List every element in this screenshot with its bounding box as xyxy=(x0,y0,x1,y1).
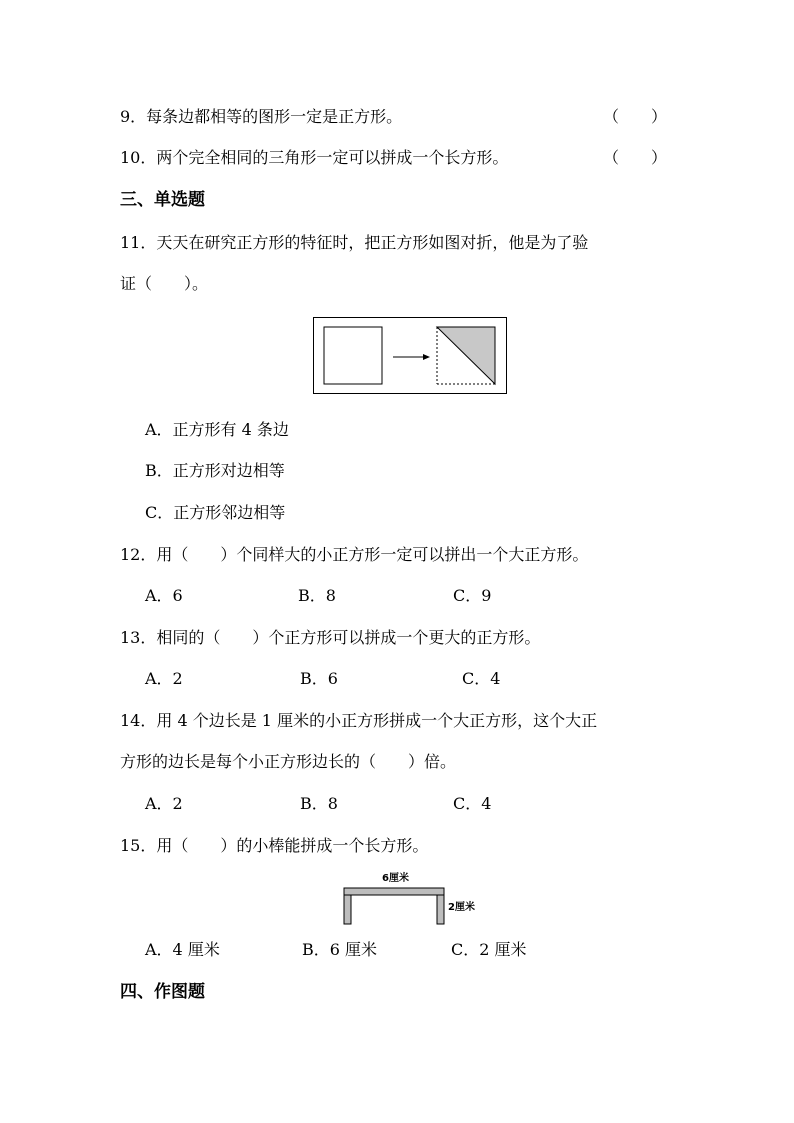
question-14-option-c[interactable]: C．4 xyxy=(453,794,492,813)
question-14-option-b[interactable]: B．8 xyxy=(300,794,338,813)
question-9-text: 9．每条边都相等的图形一定是正方形。 xyxy=(120,107,403,126)
question-11-option-b[interactable]: B．正方形对边相等 xyxy=(145,461,285,480)
question-13-option-c[interactable]: C．4 xyxy=(462,669,501,688)
left-short-stick xyxy=(344,895,351,924)
section-3-heading: 三、单选题 xyxy=(120,190,205,210)
question-12-option-b[interactable]: B．8 xyxy=(298,586,336,605)
question-12-option-c[interactable]: C．9 xyxy=(453,586,492,605)
arrow-head-icon xyxy=(423,354,430,360)
question-12-option-a[interactable]: A．6 xyxy=(145,586,183,605)
question-15-option-a[interactable]: A．4 厘米 xyxy=(145,940,220,959)
question-10-answer-blank[interactable]: （ ） xyxy=(603,148,668,167)
question-14-option-a[interactable]: A．2 xyxy=(145,794,183,813)
stick-label-side: 2厘米 xyxy=(448,902,475,913)
long-stick xyxy=(344,888,444,895)
question-14-line-2: 方形的边长是每个小正方形边长的（ ）倍。 xyxy=(120,752,457,771)
question-13-option-b[interactable]: B．6 xyxy=(300,669,338,688)
question-13-text: 13．相同的（ ）个正方形可以拼成一个更大的正方形。 xyxy=(120,628,541,647)
question-15-sticks-figure xyxy=(340,869,485,929)
question-15-option-b[interactable]: B．6 厘米 xyxy=(302,940,378,959)
question-11-line-2: 证（ ）。 xyxy=(120,274,209,293)
question-14-line-1: 14．用 4 个边长是 1 厘米的小正方形拼成一个大正方形，这个大正 xyxy=(120,711,598,730)
question-13-option-a[interactable]: A．2 xyxy=(145,669,183,688)
stick-label-top: 6厘米 xyxy=(382,873,409,884)
question-15-text: 15．用（ ）的小棒能拼成一个长方形。 xyxy=(120,836,429,855)
square-shape xyxy=(324,327,382,384)
question-15-option-c[interactable]: C．2 厘米 xyxy=(451,940,527,959)
question-9-answer-blank[interactable]: （ ） xyxy=(603,107,668,126)
right-short-stick xyxy=(437,895,444,924)
question-12-text: 12．用（ ）个同样大的小正方形一定可以拼出一个大正方形。 xyxy=(120,545,589,564)
question-11-option-c[interactable]: C．正方形邻边相等 xyxy=(145,503,286,522)
question-11-option-a[interactable]: A．正方形有 4 条边 xyxy=(145,420,289,439)
section-4-heading: 四、作图题 xyxy=(120,982,205,1002)
question-11-fold-figure xyxy=(313,317,508,395)
question-10-text: 10．两个完全相同的三角形一定可以拼成一个长方形。 xyxy=(120,148,509,167)
question-11-line-1: 11．天天在研究正方形的特征时，把正方形如图对折，他是为了验 xyxy=(120,233,589,252)
folded-triangle xyxy=(437,327,495,384)
